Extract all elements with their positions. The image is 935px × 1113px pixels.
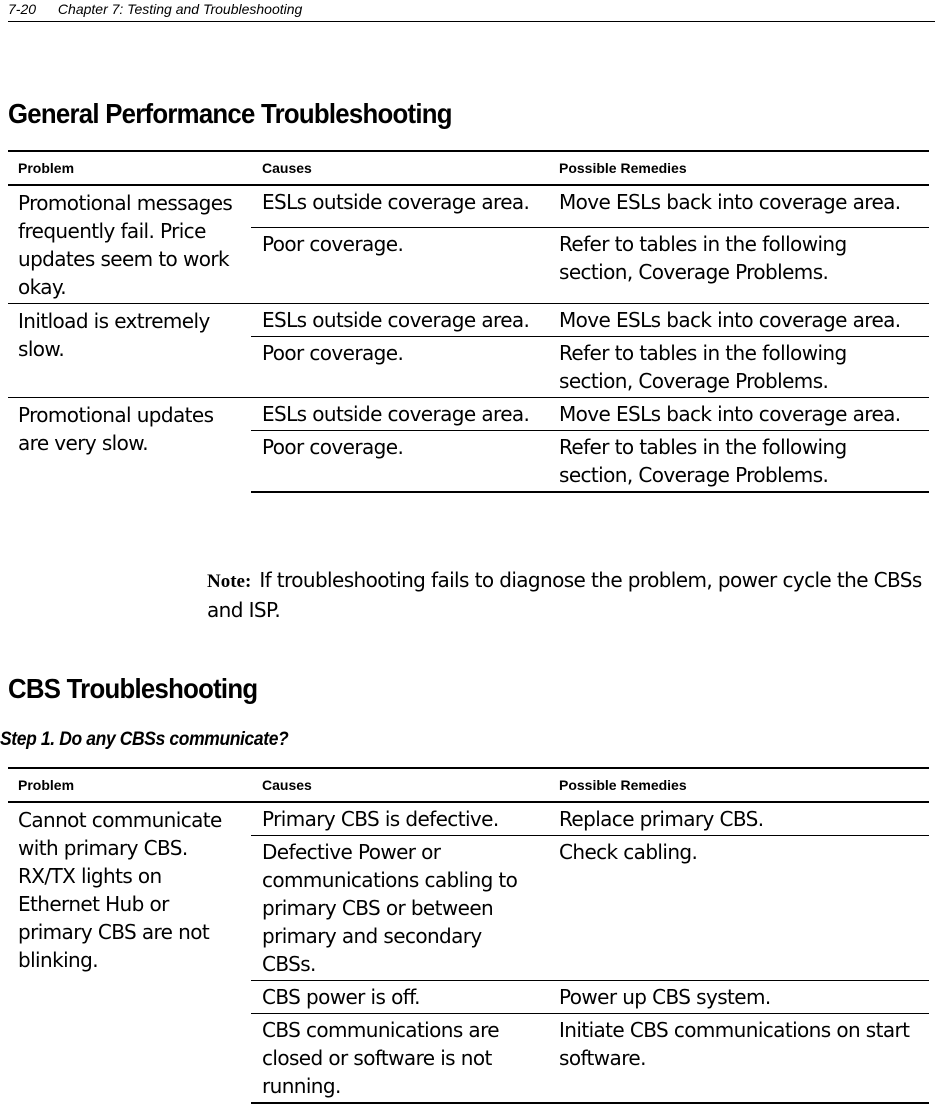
remedy-cell: Move ESLs back into coverage area. (548, 304, 929, 337)
step-heading: Step 1. Do any CBSs communicate? (0, 729, 289, 750)
cbs-troubleshooting-table (8, 767, 929, 1104)
general-section-title: General Performance Troubleshooting (8, 98, 452, 129)
problem-cell: Initload is extremely slow. (8, 304, 251, 398)
column-header-problem: Problem (8, 151, 251, 185)
remedy-cell: Power up CBS system. (548, 981, 929, 1014)
note-label: Note: (207, 571, 252, 592)
remedy-cell: Refer to tables in the following section, Coverage Problems. (548, 337, 929, 398)
cause-cell: ESLs outside coverage area. (262, 190, 530, 214)
cause-cell: Primary CBS is defective. (262, 807, 499, 831)
column-header-causes: Causes (251, 151, 548, 185)
cause-cell: Poor coverage. (251, 431, 548, 493)
table-header-row (8, 151, 929, 185)
note (207, 566, 935, 625)
column-header-causes: Causes (251, 768, 548, 802)
cause-cell: Poor coverage. (251, 227, 548, 304)
remedy-cell: Move ESLs back into coverage area. (548, 398, 929, 431)
table-row (8, 304, 929, 337)
remedy-cell: Move ESLs back into coverage area. (559, 190, 901, 214)
general-troubleshooting-table (8, 150, 929, 493)
column-header-remedies: Possible Remedies (548, 768, 929, 802)
cause-cell: ESLs outside coverage area. (251, 304, 548, 337)
table-header-row (8, 768, 929, 802)
problem-cell: Cannot communicate with primary CBS. RX/TX lights on Ethernet Hub or primary CBS are not blinking. (18, 808, 222, 972)
cause-cell: ESLs outside coverage area. (251, 398, 548, 431)
cause-cell: CBS communications are closed or software is not running. (251, 1014, 548, 1104)
table-row (8, 802, 929, 836)
table-row (8, 185, 929, 227)
column-header-problem: Problem (8, 768, 251, 802)
remedy-cell: Replace primary CBS. (559, 807, 764, 831)
problem-cell: Promotional updates are very slow. (8, 398, 251, 493)
remedy-cell: Refer to tables in the following section, Coverage Problems. (548, 227, 929, 304)
table-row (8, 398, 929, 431)
remedy-cell: Refer to tables in the following section, Coverage Problems. (548, 431, 929, 493)
problem-cell: Promotional messages frequently fail. Price updates seem to work okay. (18, 191, 233, 299)
note-text: If troubleshooting fails to diagnose the problem, power cycle the CBSs and ISP. (207, 568, 922, 622)
remedy-cell: Check cabling. (548, 836, 929, 981)
cause-cell: Defective Power or communications cabling to primary CBS or between primary and secondary CBSs. (251, 836, 548, 981)
page-number: 7-20 (8, 1, 37, 17)
running-header (8, 0, 935, 22)
chapter-title: Chapter 7: Testing and Troubleshooting (57, 1, 303, 17)
column-header-remedies: Possible Remedies (548, 151, 929, 185)
cause-cell: Poor coverage. (251, 337, 548, 398)
remedy-cell: Initiate CBS communications on start software. (548, 1014, 929, 1104)
cbs-section-title: CBS Troubleshooting (8, 673, 258, 704)
cause-cell: CBS power is off. (251, 981, 548, 1014)
